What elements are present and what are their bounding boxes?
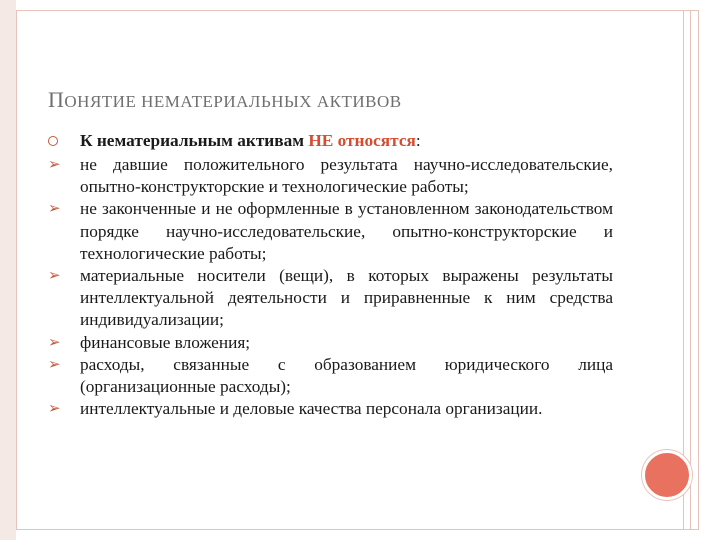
frame-decor-line: [683, 10, 684, 530]
intro-row: [48, 130, 613, 153]
list-item: [48, 354, 613, 398]
list-item: [48, 398, 613, 420]
list-item-text: расходы, связанные с образованием юридического лица (организационные расходы);: [80, 354, 613, 397]
slide-title: [48, 78, 402, 115]
list-item-text: финансовые вложения;: [80, 332, 251, 352]
slide-title-rest: ОНЯТИЕ НЕМАТЕРИАЛЬНЫХ АКТИВОВ: [64, 92, 402, 111]
arrow-bullet-icon: ➢: [48, 157, 61, 173]
arrow-bullet-icon: ➢: [48, 268, 61, 285]
circle-bullet-icon: [48, 130, 80, 153]
intro-tail: :: [415, 131, 421, 150]
list-item: [48, 154, 613, 198]
intro-accent: НЕ относятся: [308, 131, 416, 150]
arrow-bullet-icon: ➢: [48, 201, 61, 218]
slide-content: [48, 130, 613, 420]
slide-title-initial: П: [48, 87, 65, 112]
decorative-circle: [642, 450, 692, 500]
intro-lead: К нематериальным активам: [80, 131, 309, 150]
list-item-text: не законченные и не оформленные в установленном законодательством порядке научно-исследовательские, опытно-конструкторские и технологические работы;: [80, 199, 613, 263]
intro-text: [80, 130, 613, 152]
frame-decor-line: [690, 10, 691, 530]
frame-decor-line: [683, 10, 699, 11]
list-item-text: интеллектуальные и деловые качества персонала организации.: [80, 399, 543, 419]
arrow-bullet-icon: ➢: [48, 401, 61, 418]
arrow-bullet-icon: ➢: [48, 356, 61, 373]
list-item: [48, 198, 613, 265]
list-item-text: не давшие положительного результата научно-исследовательские, опытно-конструкторские и технологические работы;: [80, 155, 613, 197]
arrow-bullet-icon: ➢: [48, 334, 61, 351]
list-item: [48, 265, 613, 332]
list-item: [48, 332, 613, 354]
frame-left-band: [0, 0, 16, 540]
list-item-text: материальные носители (вещи), в которых выражены результаты интеллектуальной деятельности и приравненные к ним средства индивидуализации;: [80, 266, 613, 330]
